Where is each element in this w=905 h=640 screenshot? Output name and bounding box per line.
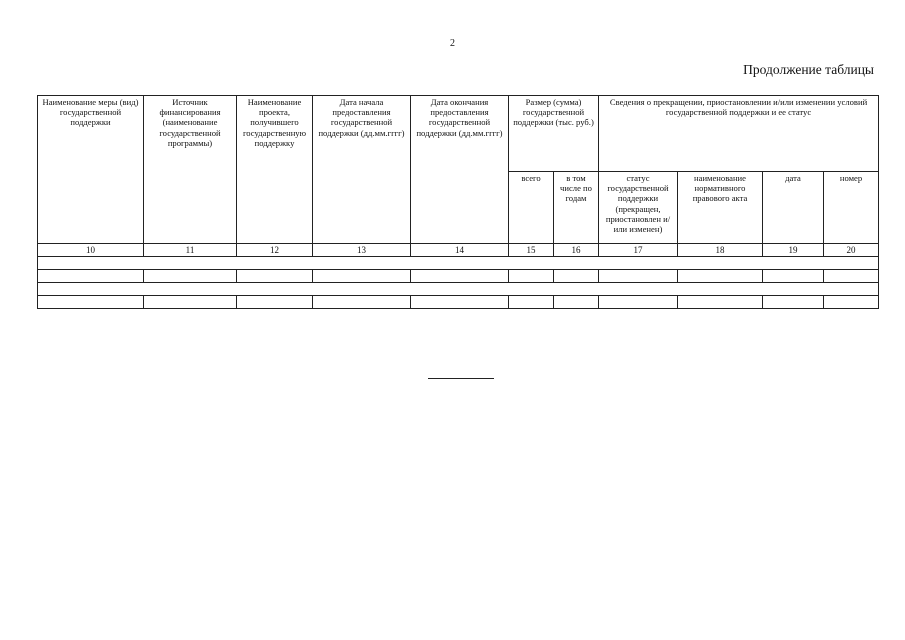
page-number: 2 — [450, 38, 455, 49]
table-cell — [599, 270, 678, 283]
data-row — [38, 296, 879, 309]
table-cell — [411, 296, 509, 309]
header-amount: Размер (сумма) государственной поддержки (тыс. руб.) — [509, 96, 599, 172]
header-source: Источник финансирования (наименование государственной программы) — [144, 96, 237, 244]
continuation-label: Продолжение таблицы — [743, 62, 874, 77]
table-cell — [313, 296, 411, 309]
data-row — [38, 270, 879, 283]
table-cell — [763, 296, 824, 309]
column-number: 17 — [599, 244, 678, 257]
column-number-row — [38, 244, 879, 257]
closing-rule — [428, 378, 494, 379]
header-project: Наименование проекта, получившего государственную поддержку — [237, 96, 313, 244]
table-cell — [509, 296, 554, 309]
header-legal-act: наименование нормативного правового акта — [678, 172, 763, 244]
column-number: 12 — [237, 244, 313, 257]
column-number: 19 — [763, 244, 824, 257]
header-amount-by-year: в том числе по годам — [554, 172, 599, 244]
table-cell — [144, 270, 237, 283]
column-number: 16 — [554, 244, 599, 257]
table-cell — [554, 270, 599, 283]
header-date: дата — [763, 172, 824, 244]
table-cell — [237, 270, 313, 283]
column-number: 13 — [313, 244, 411, 257]
table-cell — [824, 270, 879, 283]
header-measure: Наименование меры (вид) государственной поддержки — [38, 96, 144, 244]
column-number: 20 — [824, 244, 879, 257]
merged-row — [38, 283, 879, 296]
merged-cell — [38, 257, 879, 270]
table-cell — [678, 270, 763, 283]
merged-row — [38, 257, 879, 270]
column-number: 14 — [411, 244, 509, 257]
table-cell — [38, 296, 144, 309]
merged-cell — [38, 283, 879, 296]
header-number: номер — [824, 172, 879, 244]
table-cell — [824, 296, 879, 309]
table-cell — [411, 270, 509, 283]
column-number: 18 — [678, 244, 763, 257]
table-cell — [509, 270, 554, 283]
table-cell — [554, 296, 599, 309]
header-amount-total: всего — [509, 172, 554, 244]
column-number: 15 — [509, 244, 554, 257]
table-cell — [144, 296, 237, 309]
support-table — [37, 95, 879, 309]
header-start-date: Дата начала предоставления государственной поддержки (дд.мм.гггг) — [313, 96, 411, 244]
header-status: статус государственной поддержки (прекращен, приостановлен и/или изменен) — [599, 172, 678, 244]
table-cell — [599, 296, 678, 309]
header-row — [38, 96, 879, 172]
column-number: 10 — [38, 244, 144, 257]
table-cell — [38, 270, 144, 283]
column-number: 11 — [144, 244, 237, 257]
table-cell — [678, 296, 763, 309]
header-end-date: Дата окончания предоставления государственной поддержки (дд.мм.гггг) — [411, 96, 509, 244]
table-cell — [313, 270, 411, 283]
table-cell — [763, 270, 824, 283]
table-cell — [237, 296, 313, 309]
header-info: Сведения о прекращении, приостановлении и/или изменении условий государственной поддержки и ее статус — [599, 96, 879, 172]
